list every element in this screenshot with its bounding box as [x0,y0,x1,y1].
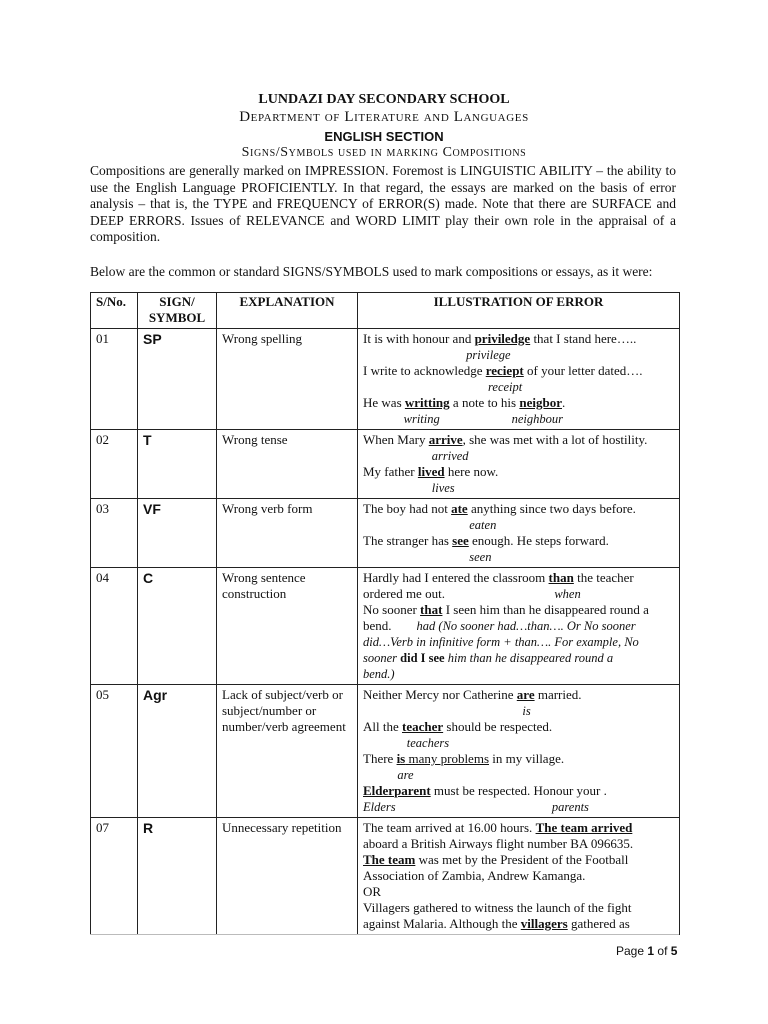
error-word: see [452,533,469,548]
table-row [91,430,680,499]
correction-text: eaten [363,518,497,532]
page-label: Page [616,944,645,958]
correction-line [363,379,674,395]
row-illustration [358,685,680,818]
error-word: neigbor [519,395,562,410]
text-segment: that I stand here….. [530,331,637,346]
text-segment: Villagers gathered to witness the launch of the fight [363,900,632,915]
error-word: priviledge [474,331,531,346]
error-word: arrive [428,432,463,447]
error-word: writting [404,395,450,410]
example-line [363,868,674,884]
correction-text: is [363,704,531,718]
text-segment: It is with honour and [363,331,475,346]
correction-text: when [444,587,581,601]
text-segment: The team arrived at 16.00 hours. [363,820,536,835]
row-explanation: Wrong sentence construction [217,568,358,685]
example-line [363,820,674,836]
page-total: 5 [670,944,678,958]
example-line [363,501,674,517]
text-segment: of your letter dated…. [523,363,643,378]
symbols-table [90,292,680,935]
example-line [363,331,674,347]
text-segment: OR [363,884,382,899]
row-sign-symbol: Agr [138,685,217,818]
col-header-sign: SIGN/ SYMBOL [138,293,217,329]
text-segment: There [363,751,397,766]
row-sno: 03 [91,499,138,568]
error-word: teacher [402,719,444,734]
text-segment: . [603,783,607,798]
example-line [363,395,674,411]
correction-text: had (No sooner had…than…. Or No sooner [391,619,636,633]
table-row [91,499,680,568]
row-illustration [358,818,680,935]
error-word: than [548,570,574,585]
example-line [363,783,674,799]
correction-text: receipt [363,380,523,394]
text-segment: the teacher [573,570,634,585]
table-row [91,818,680,935]
text-segment: He was [363,395,405,410]
correction-text: writing neighbour [363,412,564,426]
example-line [363,900,674,916]
text-segment: ordered me out. [363,586,445,601]
text-segment: must be respected. Honour your [430,783,604,798]
col-header-illustration: ILLUSTRATION OF ERROR [358,293,680,329]
example-line [363,602,674,618]
emphasis-text: did I see [400,651,445,665]
text-segment: enough. He steps forward. [468,533,609,548]
correction-line [363,347,674,363]
row-explanation: Wrong spelling [217,329,358,430]
correction-line [363,549,674,565]
correction-text: teachers [363,736,450,750]
correction-text: Elders parents [363,800,589,814]
text-segment: bend. [363,618,392,633]
text-segment: Hardly had I entered the classroom [363,570,549,585]
correction-text: are [363,768,414,782]
table-row [91,685,680,818]
page-number: 1 [647,944,655,958]
row-illustration [358,430,680,499]
correction-text: privilege [363,348,511,362]
underlined-phrase: many problems [405,751,489,766]
text-segment: against Malaria. Although the [363,916,521,931]
example-line [363,836,674,852]
text-segment: gathered as [567,916,630,931]
table-row [91,329,680,430]
text-segment: My father [363,464,418,479]
row-sno: 04 [91,568,138,685]
correction-text: arrived [363,449,469,463]
error-word: The team arrived [535,820,633,835]
row-explanation: Wrong verb form [217,499,358,568]
error-word: villagers [520,916,568,931]
correction-line [363,448,674,464]
correction-line [363,411,674,427]
example-line [363,432,674,448]
error-word: Elder [363,783,395,798]
example-line [363,719,674,735]
correction-line [363,735,674,751]
correction-text: him than he disappeared round a [444,651,614,665]
example-line [363,533,674,549]
department-name: Department of Literature and Languages [239,109,529,125]
row-sno: 02 [91,430,138,499]
example-line [363,687,674,703]
table-row [91,568,680,685]
text-segment: The stranger has [363,533,453,548]
correction-text: did…Verb in infinitive form + than…. For example, No [363,635,639,649]
error-word: ate [451,501,468,516]
example-line [363,618,674,634]
col-header-explanation: EXPLANATION [217,293,358,329]
correction-line [363,634,674,650]
text-segment: Association of Zambia, Andrew Kamanga. [363,868,586,883]
row-illustration [358,499,680,568]
example-line [363,570,674,586]
text-segment: Neither Mercy nor Catherine [363,687,517,702]
text-segment: should be respected. [443,719,553,734]
section-name: ENGLISH SECTION [324,129,444,144]
table-header-row [91,293,680,329]
example-line [363,464,674,480]
text-segment: . [561,395,566,410]
row-sign-symbol: R [138,818,217,935]
correction-line [363,650,674,666]
error-word: are [516,687,535,702]
correction-text: seen [363,550,492,564]
correction-text: sooner [363,651,401,665]
error-word: is [396,751,406,766]
row-sno: 05 [91,685,138,818]
text-segment: No sooner [363,602,421,617]
text-segment: The boy had not [363,501,452,516]
example-line [363,363,674,379]
error-word: lived [417,464,445,479]
text-segment: When Mary [363,432,429,447]
text-segment: anything since two days before. [467,501,636,516]
correction-text: lives [363,481,455,495]
text-segment: here now. [444,464,499,479]
row-sign-symbol: SP [138,329,217,430]
text-segment: All the [363,719,402,734]
example-line [363,586,674,602]
of-label: of [657,944,668,958]
school-name: LUNDAZI DAY SECONDARY SCHOOL [258,92,510,107]
row-sign-symbol: C [138,568,217,685]
row-illustration [358,568,680,685]
example-line [363,751,674,767]
example-line [363,916,674,932]
error-word: The team [363,852,416,867]
correction-text: bend.) [363,667,395,681]
example-line [363,852,674,868]
row-illustration [358,329,680,430]
text-segment: in my village. [489,751,565,766]
page-counter [616,944,677,958]
correction-line [363,480,674,496]
correction-line [363,666,674,682]
intro-lead: Below are the common or standard SIGNS/SYMBOLS used to mark compositions or essays, as it were: [90,264,653,279]
row-explanation: Unnecessary repetition [217,818,358,935]
text-segment: , she was met with a lot of hostility. [462,432,648,447]
text-segment: I seen him than he disappeared round a [442,602,649,617]
footer-rule [90,934,679,935]
correction-line [363,703,674,719]
document-subject: Signs/Symbols used in marking Compositions [241,145,527,160]
row-explanation: Lack of subject/verb or subject/number or number/verb agreement [217,685,358,818]
example-line [363,884,674,900]
text-segment: married. [534,687,582,702]
error-word: that [420,602,443,617]
text-segment: a note to his [449,395,520,410]
correction-line [363,799,674,815]
row-sign-symbol: VF [138,499,217,568]
text-segment: aboard a British Airways flight number BA 096635. [363,836,634,851]
correction-line [363,517,674,533]
row-explanation: Wrong tense [217,430,358,499]
error-word: parent [394,783,431,798]
text-segment: I write to acknowledge [363,363,486,378]
correction-line [363,767,674,783]
error-word: reciept [485,363,524,378]
row-sign-symbol: T [138,430,217,499]
intro-paragraph: Compositions are generally marked on IMPRESSION. Foremost is LINGUISTIC ABILITY – the ability to use the English Language PROFICIENTLY. In that regard, the essays are marked on the basis of error analysis – that is, the TYPE and FREQUENCY of ERROR(S) made. Note that there are SURFACE and DEEP ERRORS. Issues of RELEVANCE and WORD LIMIT play their own role in the appraisal of a composition. [90,163,676,244]
text-segment: was met by the President of the Football [415,852,629,867]
col-header-sno: S/No. [91,293,138,329]
row-sno: 07 [91,818,138,935]
row-sno: 01 [91,329,138,430]
